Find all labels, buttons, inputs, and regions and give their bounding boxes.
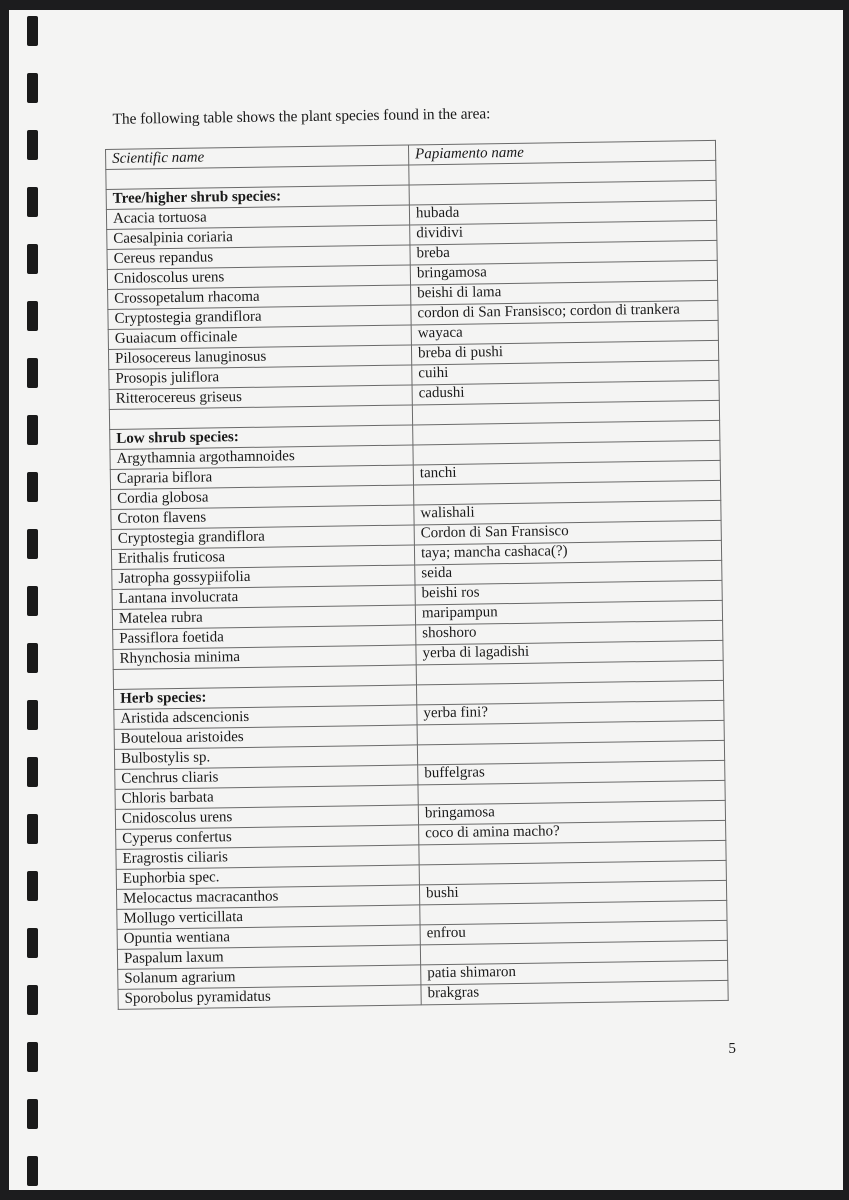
papiamento-name-cell: walishali [414,500,721,525]
scientific-name-cell: Matelea rubra [112,605,415,629]
document-page [9,10,843,1190]
plant-species-table [105,140,729,1010]
scientific-name-cell: Guaiacum officinale [108,325,411,349]
scientific-name-cell: Ritterocereus griseus [109,385,412,409]
scientific-name-cell: Lantana involucrata [112,585,415,609]
papiamento-name-cell: Cordon di San Fransisco [414,520,721,545]
scientific-name-cell: Mollugo verticillata [117,905,420,929]
scientific-name-cell: Solanum agrarium [118,965,421,989]
scientific-name-cell: Cyperus confertus [116,825,419,849]
scientific-name-cell: Opuntia wentiana [117,925,420,949]
papiamento-name-cell: enfrou [420,920,727,945]
papiamento-name-cell: bushi [419,880,726,905]
scientific-name-cell: Passiflora foetida [113,625,416,649]
papiamento-name-cell: yerba fini? [417,700,724,725]
papiamento-name-cell: dividivi [410,220,717,245]
papiamento-name-cell: beishi di lama [411,280,718,305]
scientific-name-cell: Croton flavens [111,505,414,529]
group-heading: Low shrub species: [110,425,413,449]
papiamento-name-cell: hubada [409,200,716,225]
papiamento-name-cell: tanchi [413,460,720,485]
scientific-name-cell: Melocactus macracanthos [116,885,419,909]
papiamento-name-cell: bringamosa [418,800,725,825]
scientific-name-cell: Pilosocereus lanuginosus [108,345,411,369]
papiamento-name-cell: wayaca [411,320,718,345]
group-heading: Herb species: [114,685,417,709]
scientific-name-cell: Chloris barbata [115,785,418,809]
column-header-scientific-name: Scientific name [106,145,409,169]
papiamento-name-cell: breba [410,240,717,265]
papiamento-name-cell: buffelgras [418,760,725,785]
papiamento-name-cell: cadushi [412,380,719,405]
papiamento-name-cell: seida [415,560,722,585]
scientific-name-cell: Argythamnia argothamnoides [110,445,413,469]
scientific-name-cell: Aristida adscencionis [114,705,417,729]
papiamento-name-cell: coco di amina macho? [419,820,726,845]
scientific-name-cell: Cnidoscolus urens [115,805,418,829]
scientific-name-cell: Cenchrus cliaris [115,765,418,789]
papiamento-name-cell: maripampun [415,600,722,625]
scientific-name-cell: Cereus repandus [107,245,410,269]
scientific-name-cell: Cryptostegia grandiflora [111,525,414,549]
group-heading: Tree/higher shrub species: [106,185,409,209]
papiamento-name-cell: brakgras [421,980,728,1005]
scientific-name-cell: Rhynchosia minima [113,645,416,669]
scientific-name-cell: Capraria biflora [110,465,413,489]
page-content [7,0,849,1191]
scientific-name-cell: Cnidoscolus urens [107,265,410,289]
scientific-name-cell: Sporobolus pyramidatus [118,985,421,1009]
papiamento-name-cell: taya; mancha cashaca(?) [414,540,721,565]
scientific-name-cell: Paspalum laxum [117,945,420,969]
scientific-name-cell: Crossopetalum rhacoma [108,285,411,309]
column-header-papiamento-name: Papiamento name [408,140,715,165]
papiamento-name-cell: bringamosa [410,260,717,285]
page-number: 5 [728,1040,737,1057]
papiamento-name-cell: beishi ros [415,580,722,605]
papiamento-name-cell: patia shimaron [421,960,728,985]
scientific-name-cell: Bouteloua aristoides [114,725,417,749]
scientific-name-cell: Bulbostylis sp. [114,745,417,769]
scientific-name-cell: Euphorbia spec. [116,865,419,889]
papiamento-name-cell: breba di pushi [411,340,718,365]
papiamento-name-cell: cuihi [412,360,719,385]
papiamento-name-cell: yerba di lagadishi [416,640,723,665]
scientific-name-cell: Prosopis juliflora [109,365,412,389]
papiamento-name-cell: shoshoro [416,620,723,645]
intro-text: The following table shows the plant species found in the area: [112,105,491,128]
scientific-name-cell: Caesalpinia coriaria [107,225,410,249]
scientific-name-cell: Jatropha gossypiifolia [112,565,415,589]
scientific-name-cell: Eragrostis ciliaris [116,845,419,869]
scientific-name-cell: Cryptostegia grandiflora [108,305,411,329]
scientific-name-cell: Acacia tortuosa [106,205,409,229]
papiamento-name-cell: cordon di San Fransisco; cordon di trankera [411,300,718,325]
scientific-name-cell: Cordia globosa [111,485,414,509]
scientific-name-cell: Erithalis fruticosa [111,545,414,569]
